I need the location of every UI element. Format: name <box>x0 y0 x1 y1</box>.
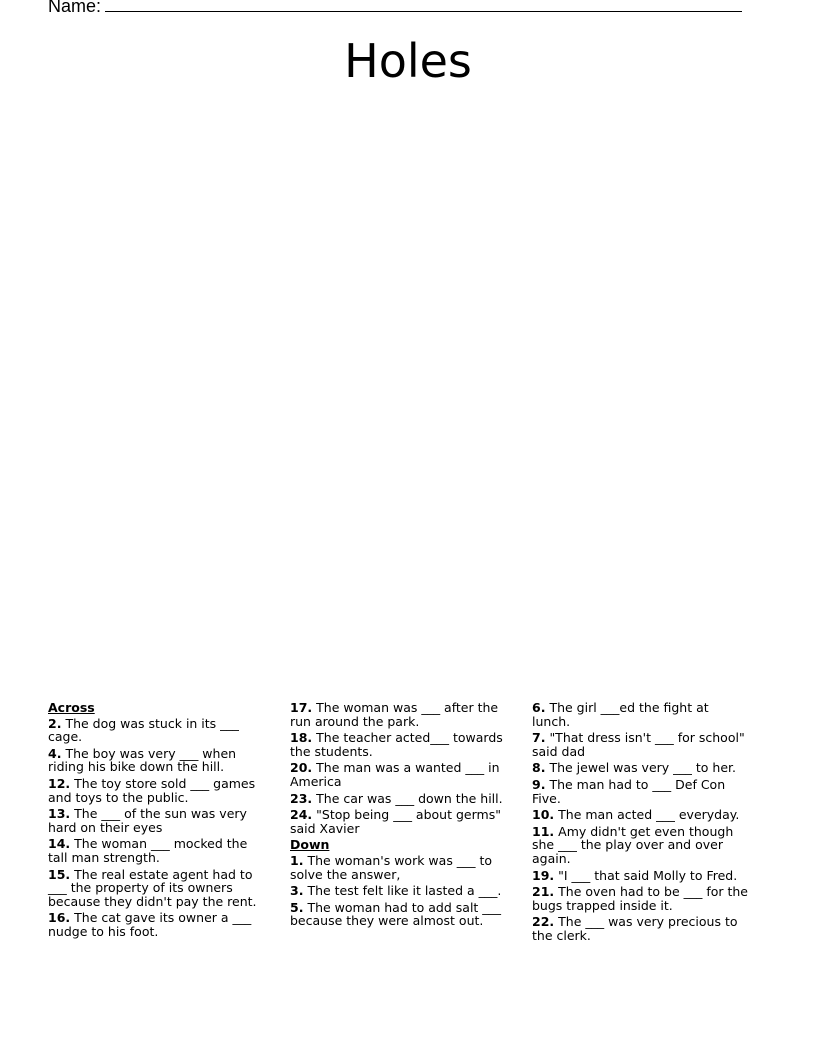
clue-column-2 <box>290 701 506 931</box>
name-underline[interactable] <box>105 0 742 12</box>
clue-down-21: 21. The oven had to be ___ for the bugs trapped inside it. <box>532 884 749 913</box>
clue-down-7: 7. "That dress isn't ___ for school" said dad <box>532 730 745 759</box>
clue-down-22: 22. The ___ was very precious to the clerk. <box>532 914 738 943</box>
clue-down-5: 5. The woman had to add salt ___ because they were almost out. <box>290 899 502 929</box>
clue-column-3 <box>532 701 748 946</box>
clue-down-3: 3. The test felt like it lasted a ___. <box>290 883 502 899</box>
clue-down-1: 1. The woman's work was ___ to solve the answer, <box>290 852 493 882</box>
clue-down-10: 10. The man acted ___ everyday. <box>532 807 740 823</box>
name-label: Name: <box>48 0 102 16</box>
clue-across-20: 20. The man was a wanted ___ in America <box>290 760 500 789</box>
clue-across-4: 4. The boy was very ___ when riding his bike down the hill. <box>48 745 237 775</box>
clue-across-14: 14. The woman ___ mocked the tall man strength. <box>48 836 248 865</box>
clue-down-9: 9. The man had to ___ Def Con Five. <box>532 776 726 806</box>
clue-column-1 <box>48 701 264 942</box>
name-field[interactable] <box>48 0 742 17</box>
clue-across-13: 13. The ___ of the sun was very hard on their eyes <box>48 806 247 835</box>
clue-across-18: 18. The teacher acted___ towards the students. <box>290 730 503 759</box>
clue-down-8: 8. The jewel was very ___ to her. <box>532 760 736 776</box>
clue-down-6: 6. The girl ___ed the fight at lunch. <box>532 700 709 729</box>
across-heading: Across <box>48 700 95 715</box>
clue-across-17: 17. The woman was ___ after the run around the park. <box>290 700 499 729</box>
clue-down-11: 11. Amy didn't get even though she ___ the play over and over again. <box>532 823 734 866</box>
clue-across-24: 24. "Stop being ___ about germs" said Xavier <box>290 807 501 836</box>
clue-across-23: 23. The car was ___ down the hill. <box>290 790 503 806</box>
down-heading: Down <box>290 837 330 853</box>
crossword-grid-area <box>48 100 768 690</box>
clue-across-12: 12. The toy store sold ___ games and toys to the public. <box>48 775 256 805</box>
clue-down-19: 19. "I ___ that said Molly to Fred. <box>532 867 738 883</box>
clue-across-16: 16. The cat gave its owner a ___ nudge to his foot. <box>48 910 252 939</box>
clue-across-15: 15. The real estate agent had to ___ the property of its owners because they didn't pay the rent. <box>48 866 257 909</box>
clue-across-2: 2. The dog was stuck in its ___ cage. <box>48 715 239 745</box>
page-title: Holes <box>344 34 472 88</box>
